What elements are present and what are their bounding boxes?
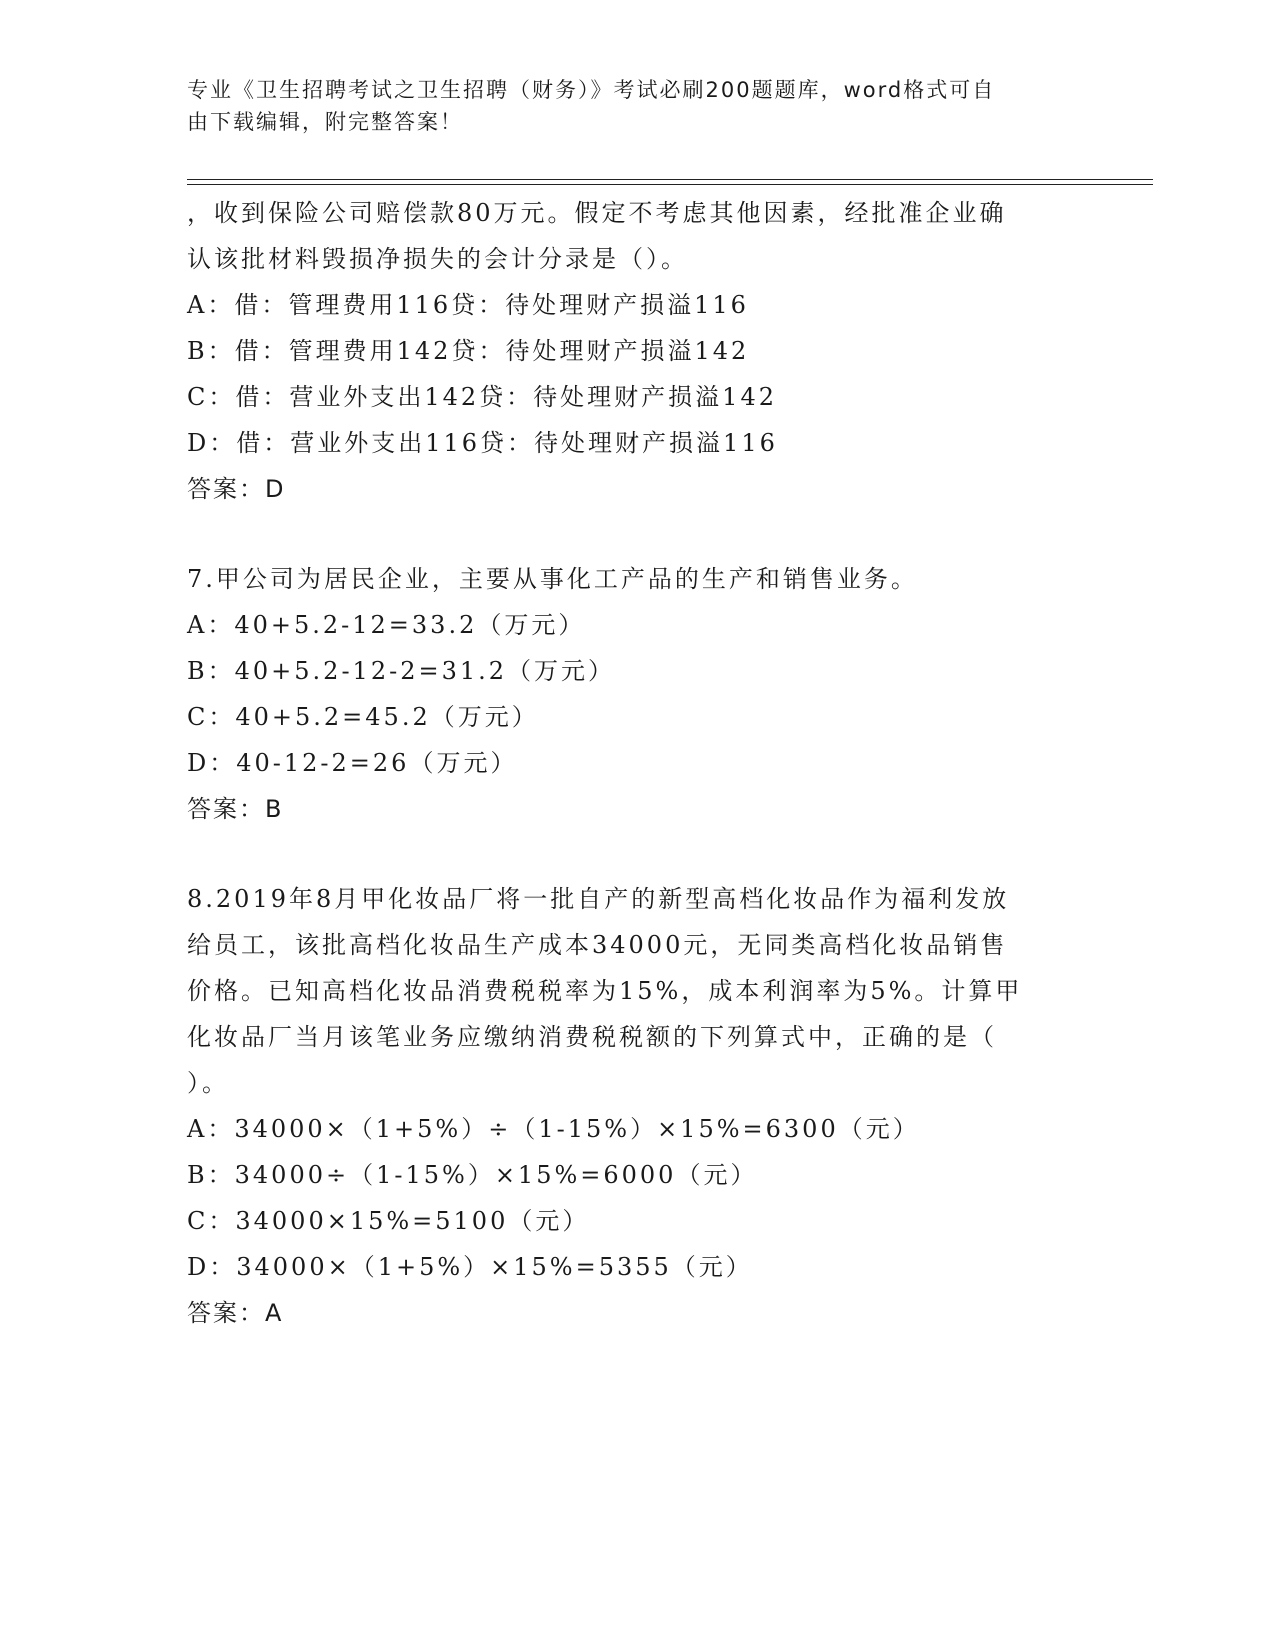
option-a: A：34000×（1+5%）÷（1-15%）×15%=6300（元） bbox=[187, 1115, 920, 1143]
option-b: B：34000÷（1-15%）×15%=6000（元） bbox=[187, 1161, 758, 1189]
document-header bbox=[187, 74, 1087, 138]
question-list bbox=[187, 190, 1087, 1336]
question-spacer bbox=[187, 832, 1087, 876]
option-b: B：40+5.2-12-2=31.2（万元） bbox=[187, 657, 616, 685]
answer-label: 答案：B bbox=[187, 795, 284, 823]
header-line-2: 由下载编辑，附完整答案！ bbox=[187, 110, 463, 134]
question-stem-line: 7.甲公司为居民企业，主要从事化工产品的生产和销售业务。 bbox=[187, 565, 918, 593]
question-6 bbox=[187, 190, 1087, 512]
question-stem-line: ）。 bbox=[187, 1069, 229, 1097]
option-a: A：借：管理费用116贷：待处理财产损溢116 bbox=[187, 291, 749, 319]
option-a: A：40+5.2-12=33.2（万元） bbox=[187, 611, 586, 639]
answer-label: 答案：A bbox=[187, 1299, 284, 1327]
question-stem-line: 价格。已知高档化妆品消费税税率为15%，成本利润率为5%。计算甲 bbox=[187, 977, 1023, 1005]
header-divider-top bbox=[187, 179, 1153, 180]
header-line-1: 专业《卫生招聘考试之卫生招聘（财务）》考试必刷200题题库，word格式可自 bbox=[187, 78, 996, 102]
question-stem-line: 给员工，该批高档化妆品生产成本34000元，无同类高档化妆品销售 bbox=[187, 931, 1008, 959]
option-d: D：借：营业外支出116贷：待处理财产损溢116 bbox=[187, 429, 778, 457]
option-d: D：40-12-2=26（万元） bbox=[187, 749, 518, 777]
answer-label: 答案：D bbox=[187, 475, 286, 503]
question-stem-line: 化妆品厂当月该笔业务应缴纳消费税税额的下列算式中，正确的是（ bbox=[187, 1023, 997, 1051]
question-7 bbox=[187, 556, 1087, 832]
question-8 bbox=[187, 876, 1087, 1336]
option-c: C：40+5.2=45.2（万元） bbox=[187, 703, 539, 731]
header-divider-bottom bbox=[187, 184, 1153, 185]
option-c: C：34000×15%=5100（元） bbox=[187, 1207, 590, 1235]
question-stem-line: 8.2019年8月甲化妆品厂将一批自产的新型高档化妆品作为福利发放 bbox=[187, 885, 1010, 913]
option-d: D：34000×（1+5%）×15%=5355（元） bbox=[187, 1253, 753, 1281]
option-b: B：借：管理费用142贷：待处理财产损溢142 bbox=[187, 337, 750, 365]
question-spacer bbox=[187, 512, 1087, 556]
question-stem-line: ，收到保险公司赔偿款80万元。假定不考虑其他因素，经批准企业确 bbox=[187, 199, 1007, 227]
option-c: C：借：营业外支出142贷：待处理财产损溢142 bbox=[187, 383, 777, 411]
question-stem-line: 认该批材料毁损净损失的会计分录是（）。 bbox=[187, 245, 688, 273]
